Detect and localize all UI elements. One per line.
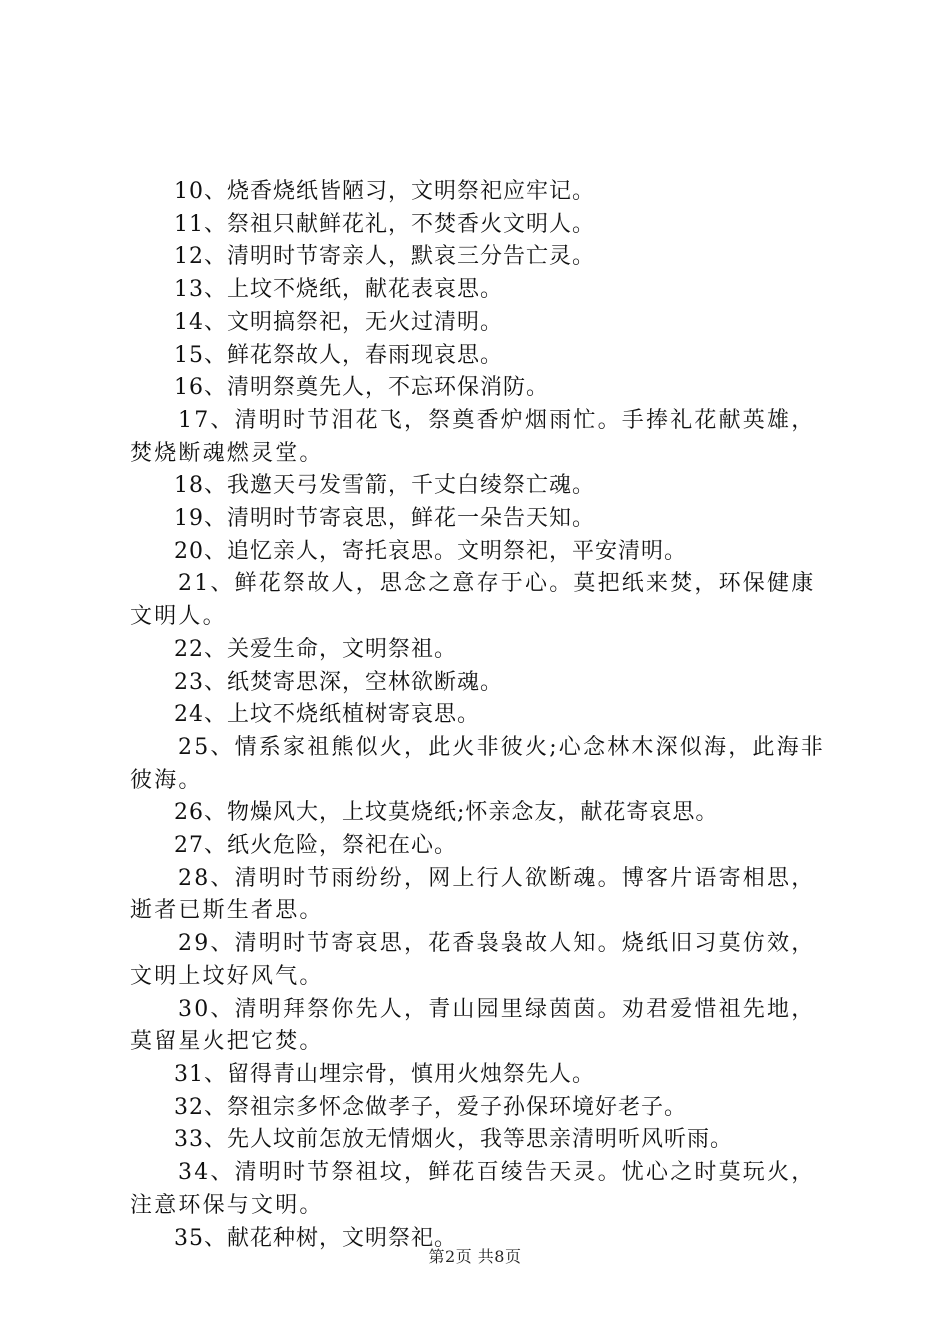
list-item: 30、清明拜祭你先人，青山园里绿茵茵。劝君爱惜祖先地，莫留星火把它焚。 xyxy=(130,996,816,1055)
document-body xyxy=(130,176,835,1255)
list-item: 31、留得青山埋宗骨，慎用火烛祭先人。 xyxy=(174,1061,595,1087)
list-item: 28、清明时节雨纷纷，网上行人欲断魂。博客片语寄相思，逝者已斯生者思。 xyxy=(130,865,816,924)
list-item: 32、祭祖宗多怀念做孝子，爱子孙保环境好老子。 xyxy=(174,1094,687,1120)
list-item: 21、鲜花祭故人，思念之意存于心。莫把纸来焚，环保健康文明人。 xyxy=(130,571,816,630)
list-item: 10、烧香烧纸皆陋习，文明祭祀应牢记。 xyxy=(174,179,595,204)
list-item: 24、上坟不烧纸植树寄哀思。 xyxy=(174,702,480,728)
list-item: 15、鲜花祭故人，春雨现哀思。 xyxy=(174,342,503,368)
list-item: 29、清明时节寄哀思，花香袅袅故人知。烧纸旧习莫仿效，文明上坟好风气。 xyxy=(130,931,816,989)
list-item: 18、我邀天弓发雪箭，千丈白绫祭亡魂。 xyxy=(174,473,595,499)
list-item: 19、清明时节寄哀思，鲜花一朵告天知。 xyxy=(174,506,595,532)
list-item: 14、文明搞祭祀，无火过清明。 xyxy=(174,309,503,335)
list-item: 26、物燥风大，上坟莫烧纸;怀亲念友，献花寄哀思。 xyxy=(174,800,719,826)
list-item: 16、清明祭奠先人，不忘环保消防。 xyxy=(174,375,549,401)
list-item: 13、上坟不烧纸，献花表哀思。 xyxy=(174,277,503,303)
list-item: 33、先人坟前怎放无情烟火，我等思亲清明听风听雨。 xyxy=(174,1127,733,1153)
list-item: 11、祭祖只献鲜花礼，不焚香火文明人。 xyxy=(174,211,595,237)
list-item: 34、清明时节祭祖坟，鲜花百绫告天灵。忧心之时莫玩火，注意环保与文明。 xyxy=(130,1160,816,1218)
list-item: 12、清明时节寄亲人，默哀三分告亡灵。 xyxy=(174,244,595,270)
list-item: 22、关爱生命，文明祭祖。 xyxy=(174,636,457,662)
page-footer: 第2页 共8页 xyxy=(428,1247,522,1266)
list-item: 35、献花种树，文明祭祀。 xyxy=(174,1225,457,1251)
list-item: 25、情系家祖熊似火，此火非彼火;心念林木深似海，此海非彼海。 xyxy=(130,734,826,793)
list-item: 27、纸火危险，祭祀在心。 xyxy=(174,833,457,859)
list-item: 20、追忆亲人，寄托哀思。文明祭祀，平安清明。 xyxy=(174,538,687,564)
list-item: 23、纸焚寄思深，空林欲断魂。 xyxy=(174,669,503,695)
list-item: 17、清明时节泪花飞，祭奠香炉烟雨忙。手捧礼花献英雄，焚烧断魂燃灵堂。 xyxy=(130,407,816,466)
